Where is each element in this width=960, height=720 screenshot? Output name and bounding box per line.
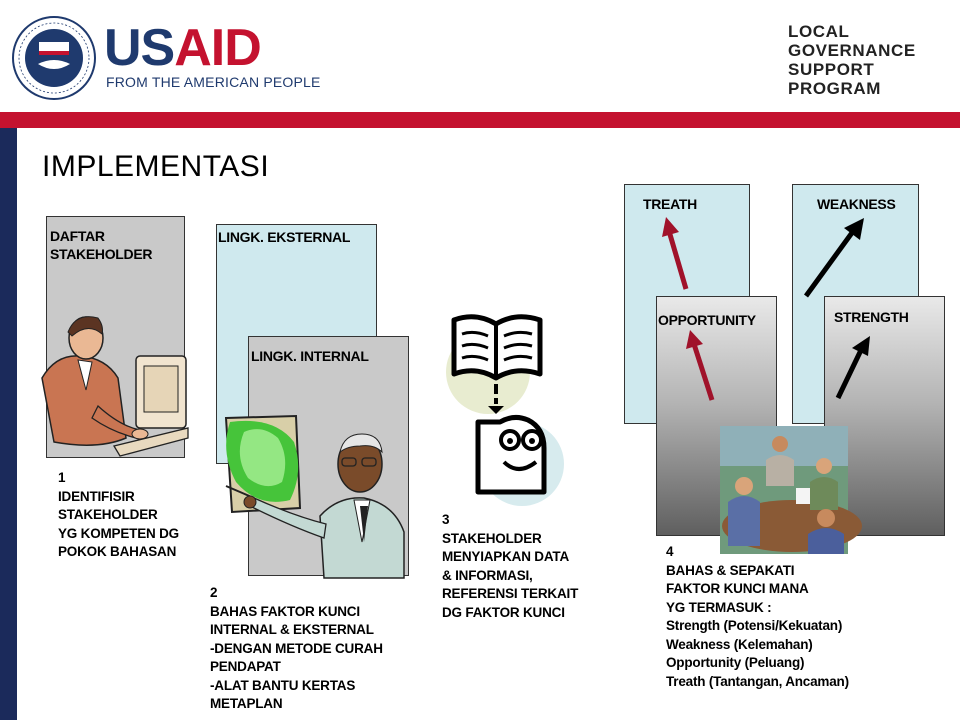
- book-to-person-icon: [444, 312, 570, 508]
- usaid-wordmark-aid: AID: [174, 19, 261, 77]
- step3-line: 3: [442, 512, 450, 527]
- step4-line: Strength (Potensi/Kekuatan): [666, 618, 843, 633]
- internal-label: LINGK. INTERNAL: [251, 348, 369, 364]
- step2-line: -ALAT BANTU KERTAS: [210, 677, 356, 693]
- step1-line: YG KOMPETEN DG: [58, 525, 179, 541]
- presenter-with-board-icon: [214, 412, 410, 578]
- step4-line: YG TERMASUK :: [666, 599, 772, 615]
- step2-line: -DENGAN METODE CURAH: [210, 640, 383, 656]
- daftar-stakeholder-label: [50, 227, 152, 263]
- usaid-tagline: FROM THE AMERICAN PEOPLE: [106, 74, 321, 90]
- strength-label: STRENGTH: [834, 309, 909, 325]
- daftar-label-line: DAFTAR: [50, 228, 105, 244]
- weakness-arrow-icon: [802, 216, 870, 300]
- man-at-computer-icon: [28, 308, 193, 458]
- step2-line: 2: [210, 585, 218, 600]
- step2-caption: [210, 584, 383, 714]
- step3-caption: [442, 511, 578, 622]
- usaid-wordmark: [104, 19, 261, 77]
- program-line: SUPPORT: [788, 60, 875, 79]
- step3-line: MENYIAPKAN DATA: [442, 549, 569, 564]
- opportunity-label: OPPORTUNITY: [658, 312, 756, 328]
- treath-label: TREATH: [643, 196, 697, 212]
- weakness-label: WEAKNESS: [817, 196, 896, 212]
- step4-line: BAHAS & SEPAKATI: [666, 562, 795, 578]
- step2-line: INTERNAL & EKSTERNAL: [210, 622, 374, 637]
- step4-line: 4: [666, 544, 674, 559]
- step3-line: REFERENSI TERKAIT: [442, 586, 579, 601]
- step4-line: Opportunity (Peluang): [666, 655, 805, 670]
- program-name: [788, 22, 916, 98]
- treath-arrow-icon: [656, 215, 696, 295]
- left-navy-bar: [0, 128, 17, 720]
- meeting-photo-icon: [720, 426, 848, 554]
- eksternal-label: LINGK. EKSTERNAL: [218, 229, 351, 245]
- header-red-bar: [0, 112, 960, 128]
- step1-line: IDENTIFISIR: [58, 488, 135, 504]
- step4-caption: [666, 543, 849, 691]
- step3-line: STAKEHOLDER: [442, 530, 542, 546]
- step3-line: DG FAKTOR KUNCI: [442, 604, 565, 620]
- program-line: GOVERNANCE: [788, 41, 916, 60]
- strength-arrow-icon: [834, 334, 876, 402]
- step1-caption: [58, 469, 179, 562]
- opportunity-arrow-icon: [680, 328, 720, 406]
- step3-line: & INFORMASI,: [442, 567, 533, 583]
- step1-line: POKOK BAHASAN: [58, 544, 177, 559]
- step1-line: 1: [58, 470, 66, 485]
- program-line: PROGRAM: [788, 79, 881, 98]
- step2-line: BAHAS FAKTOR KUNCI: [210, 603, 360, 619]
- step4-line: Weakness (Kelemahan): [666, 636, 813, 652]
- program-line: LOCAL: [788, 22, 850, 41]
- step2-line: METAPLAN: [210, 696, 283, 711]
- step2-line: PENDAPAT: [210, 659, 281, 674]
- step1-line: STAKEHOLDER: [58, 507, 158, 522]
- step4-line: Treath (Tantangan, Ancaman): [666, 673, 849, 689]
- step4-line: FAKTOR KUNCI MANA: [666, 581, 809, 596]
- usaid-wordmark-us: US: [104, 19, 175, 77]
- daftar-label-line: STAKEHOLDER: [50, 246, 153, 262]
- slide-title: IMPLEMENTASI: [42, 150, 270, 183]
- usaid-seal-icon: [12, 16, 96, 100]
